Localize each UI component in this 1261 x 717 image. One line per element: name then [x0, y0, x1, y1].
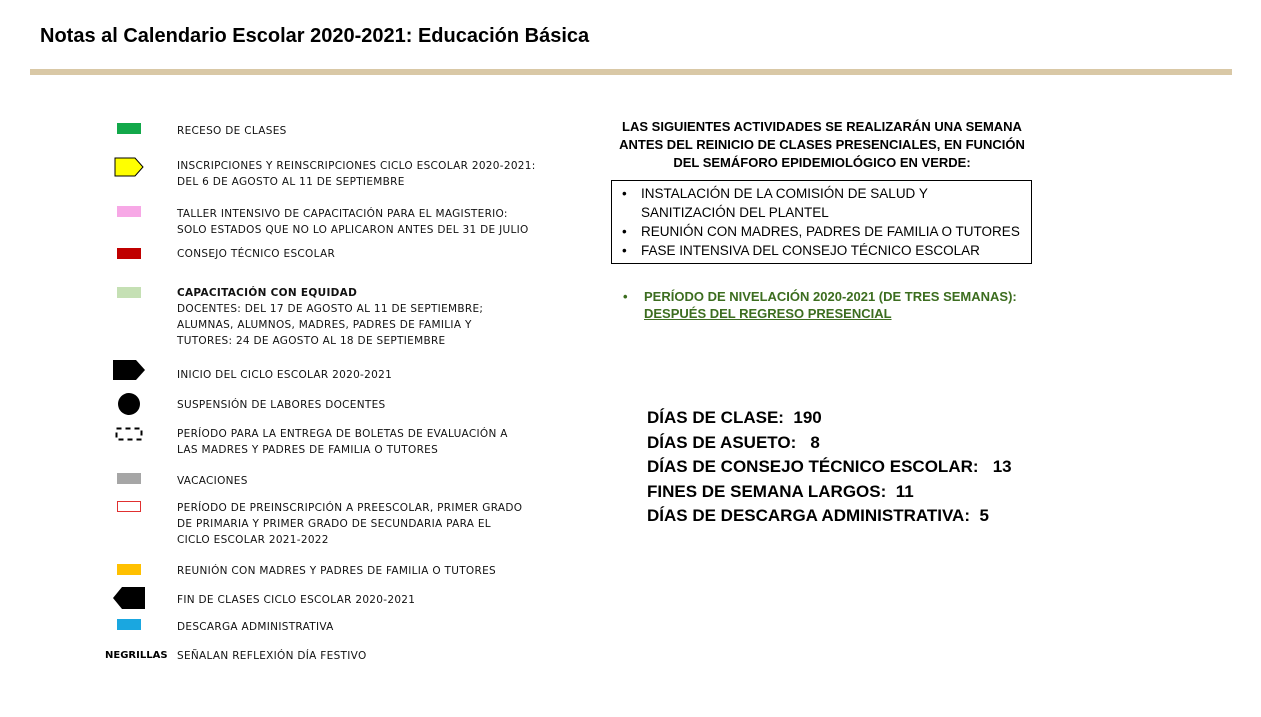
legend-label: REUNIÓN CON MADRES Y PADRES DE FAMILIA O TUTORES: [177, 565, 496, 577]
legend-label: RECESO DE CLASES: [177, 125, 287, 137]
legend-label: PERÍODO DE PREINSCRIPCIÓN A PREESCOLAR, PRIMER GRADO: [177, 502, 523, 514]
dashed-square-icon: [115, 427, 143, 441]
green-square-icon: [117, 123, 141, 134]
legend-label: SEÑALAN REFLEXIÓN DÍA FESTIVO: [177, 650, 367, 662]
legend-label: SUSPENSIÓN DE LABORES DOCENTES: [177, 399, 386, 411]
light-green-square-icon: [117, 287, 141, 298]
stat-dias-clase: DÍAS DE CLASE: 190: [647, 408, 822, 427]
heading-line: ANTES DEL REINICIO DE CLASES PRESENCIALES, EN FUNCIÓN: [619, 137, 1025, 152]
stats-block: [647, 406, 1012, 529]
legend-label: LAS MADRES Y PADRES DE FAMILIA O TUTORES: [177, 444, 439, 456]
negrillas-label: NEGRILLAS: [105, 650, 168, 661]
page-title: Notas al Calendario Escolar 2020-2021: Educación Básica: [40, 25, 590, 47]
legend-label: CONSEJO TÉCNICO ESCOLAR: [177, 248, 336, 260]
heading-line: LAS SIGUIENTES ACTIVIDADES SE REALIZARÁN UNA SEMANA: [622, 119, 1022, 134]
legend-label: ALUMNAS, ALUMNOS, MADRES, PADRES DE FAMILIA Y: [177, 319, 472, 331]
legend-label: TUTORES: 24 DE AGOSTO AL 18 DE SEPTIEMBRE: [177, 335, 446, 347]
yellow-pentagon-icon: [114, 157, 144, 177]
stat-dias-descarga: DÍAS DE DESCARGA ADMINISTRATIVA: 5: [647, 506, 989, 525]
activities-heading: [600, 118, 1044, 172]
nivelacion-note: [623, 288, 1053, 322]
legend-label-bold: CAPACITACIÓN CON EQUIDAD: [177, 287, 358, 299]
list-item: • INSTALACIÓN DE LA COMISIÓN DE SALUD Y SANITIZACIÓN DEL PLANTEL: [622, 184, 1021, 222]
legend-label: CICLO ESCOLAR 2021-2022: [177, 534, 329, 546]
legend-label: INSCRIPCIONES Y REINSCRIPCIONES CICLO ESCOLAR 2020-2021:: [177, 160, 536, 172]
stat-dias-asueto: DÍAS DE ASUETO: 8: [647, 432, 820, 452]
list-item: • FASE INTENSIVA DEL CONSEJO TÉCNICO ESCOLAR: [622, 241, 1021, 260]
bullet-icon: •: [623, 289, 628, 304]
gold-square-icon: [117, 564, 141, 575]
pink-square-icon: [117, 206, 141, 217]
legend-label: SOLO ESTADOS QUE NO LO APLICARON ANTES DEL 31 DE JULIO: [177, 224, 529, 236]
red-outline-square-icon: [117, 501, 141, 512]
nivelacion-line-2: DESPUÉS DEL REGRESO PRESENCIAL: [644, 306, 892, 321]
stat-dias-consejo: DÍAS DE CONSEJO TÉCNICO ESCOLAR: 13: [647, 457, 1012, 476]
legend-label: VACACIONES: [177, 475, 248, 487]
heading-line: DEL SEMÁFORO EPIDEMIOLÓGICO EN VERDE:: [673, 155, 971, 170]
legend-label: INICIO DEL CICLO ESCOLAR 2020-2021: [177, 369, 393, 381]
black-pentagon-left-icon: [112, 586, 146, 610]
legend-label: FIN DE CLASES CICLO ESCOLAR 2020-2021: [177, 594, 416, 606]
nivelacion-line-1: PERÍODO DE NIVELACIÓN 2020-2021 (DE TRES SEMANAS):: [644, 289, 1017, 304]
title-divider: [30, 69, 1232, 75]
black-circle-icon: [117, 392, 141, 416]
stat-fines-semana: FINES DE SEMANA LARGOS: 11: [647, 481, 914, 501]
activities-box: [611, 180, 1032, 264]
legend-label: PERÍODO PARA LA ENTREGA DE BOLETAS DE EVALUACIÓN A: [177, 428, 508, 440]
list-item: • REUNIÓN CON MADRES, PADRES DE FAMILIA O TUTORES: [622, 222, 1021, 241]
activities-list: [622, 184, 1021, 260]
black-pentagon-right-icon: [112, 359, 146, 381]
legend-label: DOCENTES: DEL 17 DE AGOSTO AL 11 DE SEPTIEMBRE;: [177, 303, 484, 315]
blue-square-icon: [117, 619, 141, 630]
legend-label: TALLER INTENSIVO DE CAPACITACIÓN PARA EL MAGISTERIO:: [177, 208, 508, 220]
gray-square-icon: [117, 473, 141, 484]
red-square-icon: [117, 248, 141, 259]
legend-label: DEL 6 DE AGOSTO AL 11 DE SEPTIEMBRE: [177, 176, 405, 188]
legend-label: DESCARGA ADMINISTRATIVA: [177, 621, 334, 633]
legend-label: DE PRIMARIA Y PRIMER GRADO DE SECUNDARIA PARA EL: [177, 518, 491, 530]
